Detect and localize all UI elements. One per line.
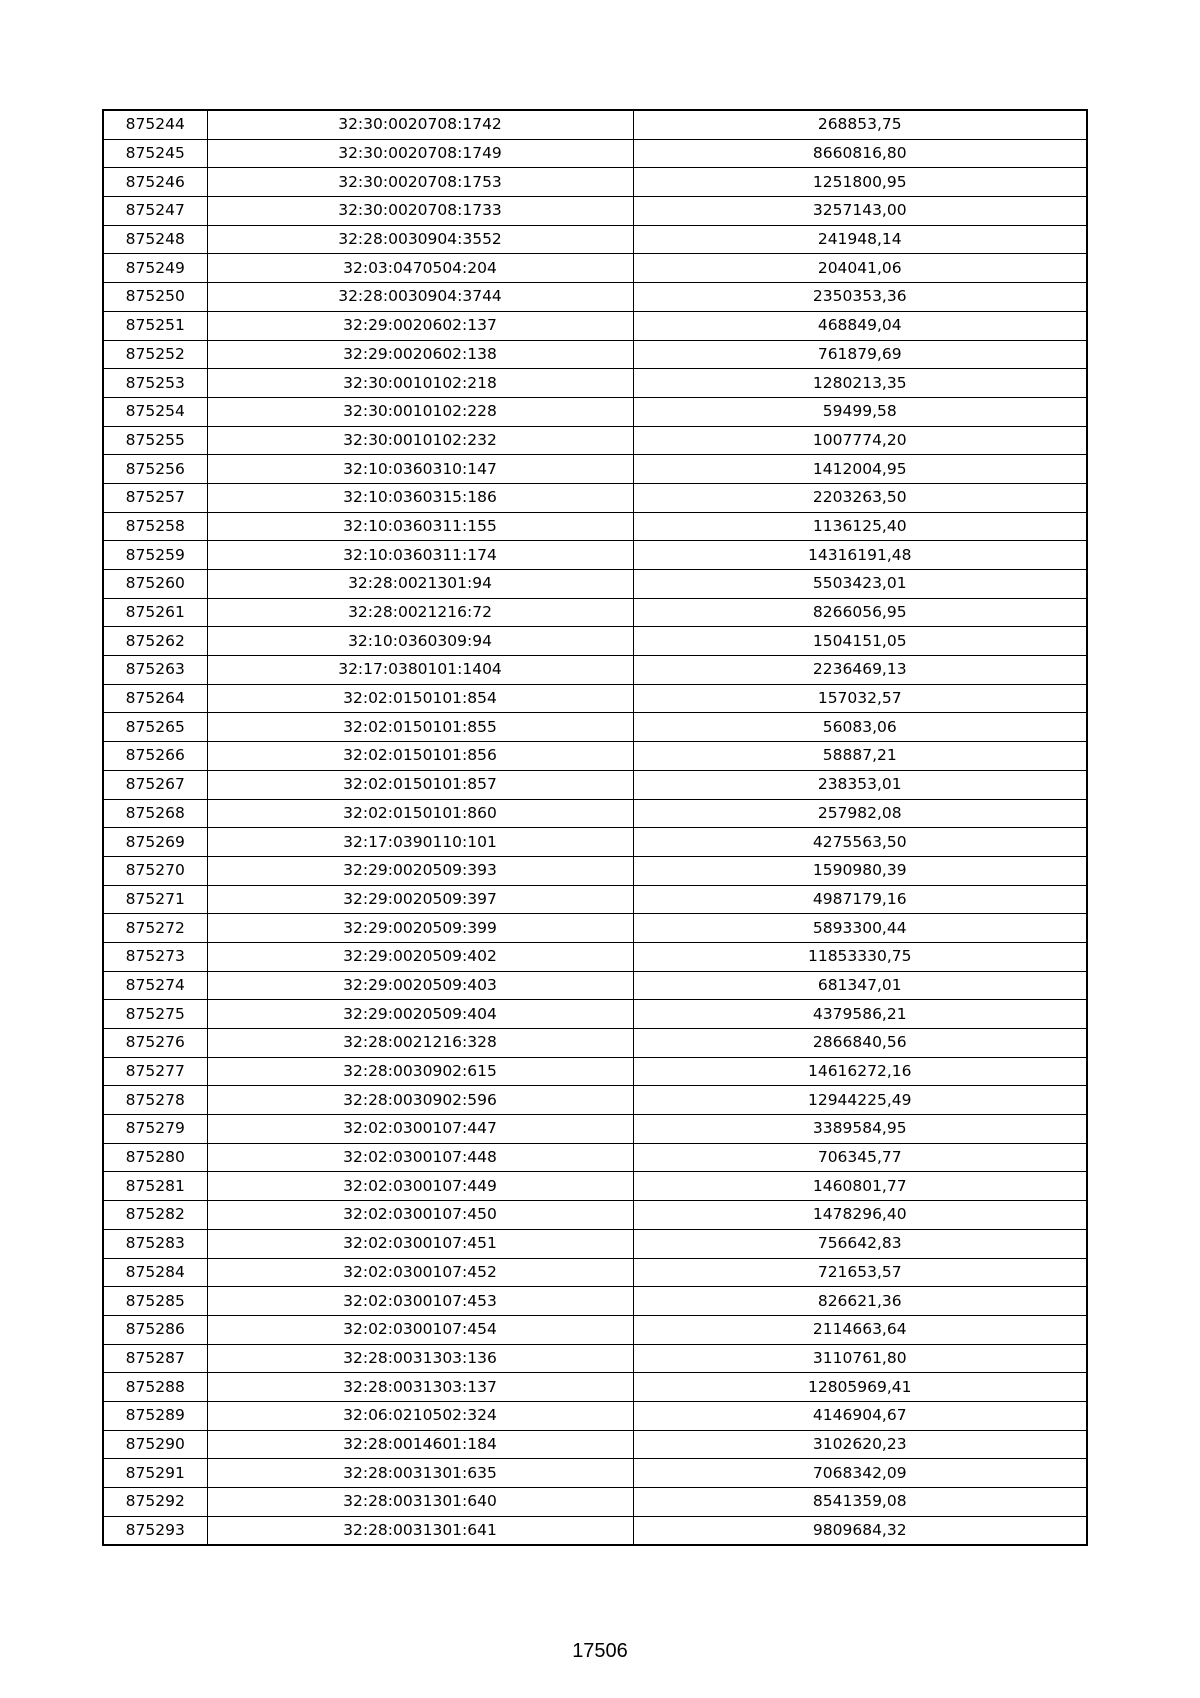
row-number-cell: 875266 [103, 742, 207, 771]
value-cell: 1460801,77 [633, 1172, 1087, 1201]
value-cell: 2866840,56 [633, 1029, 1087, 1058]
table-row [103, 225, 1087, 254]
cadastral-number-cell: 32:29:0020509:402 [207, 942, 633, 971]
row-number-cell: 875280 [103, 1143, 207, 1172]
row-number-cell: 875255 [103, 426, 207, 455]
table-row [103, 1488, 1087, 1517]
value-cell: 4987179,16 [633, 885, 1087, 914]
row-number-cell: 875276 [103, 1029, 207, 1058]
table-row [103, 110, 1087, 139]
table-row [103, 799, 1087, 828]
row-number-cell: 875258 [103, 512, 207, 541]
cadastral-number-cell: 32:29:0020509:404 [207, 1000, 633, 1029]
cadastral-number-cell: 32:28:0021301:94 [207, 570, 633, 599]
cadastral-number-cell: 32:10:0360315:186 [207, 483, 633, 512]
row-number-cell: 875265 [103, 713, 207, 742]
cadastral-number-cell: 32:02:0300107:450 [207, 1201, 633, 1230]
cadastral-number-cell: 32:03:0470504:204 [207, 254, 633, 283]
row-number-cell: 875260 [103, 570, 207, 599]
cadastral-number-cell: 32:02:0300107:453 [207, 1287, 633, 1316]
table-row [103, 885, 1087, 914]
cadastral-number-cell: 32:30:0020708:1733 [207, 197, 633, 226]
table-row [103, 1459, 1087, 1488]
value-cell: 241948,14 [633, 225, 1087, 254]
table-row [103, 139, 1087, 168]
row-number-cell: 875285 [103, 1287, 207, 1316]
cadastral-number-cell: 32:29:0020602:137 [207, 311, 633, 340]
cadastral-number-cell: 32:02:0300107:448 [207, 1143, 633, 1172]
table-row [103, 541, 1087, 570]
cadastral-number-cell: 32:29:0020509:393 [207, 856, 633, 885]
cadastral-number-cell: 32:10:0360309:94 [207, 627, 633, 656]
table-row [103, 828, 1087, 857]
row-number-cell: 875262 [103, 627, 207, 656]
table-row [103, 283, 1087, 312]
row-number-cell: 875293 [103, 1516, 207, 1545]
value-cell: 1412004,95 [633, 455, 1087, 484]
cadastral-number-cell: 32:29:0020509:403 [207, 971, 633, 1000]
value-cell: 58887,21 [633, 742, 1087, 771]
value-cell: 238353,01 [633, 770, 1087, 799]
table-row [103, 1029, 1087, 1058]
table-row [103, 1315, 1087, 1344]
value-cell: 11853330,75 [633, 942, 1087, 971]
cadastral-number-cell: 32:28:0021216:72 [207, 598, 633, 627]
row-number-cell: 875273 [103, 942, 207, 971]
table-row [103, 1172, 1087, 1201]
table-row [103, 369, 1087, 398]
table-row [103, 1143, 1087, 1172]
row-number-cell: 875261 [103, 598, 207, 627]
table-row [103, 1229, 1087, 1258]
row-number-cell: 875264 [103, 684, 207, 713]
table-row [103, 1258, 1087, 1287]
table-row [103, 1373, 1087, 1402]
value-cell: 2114663,64 [633, 1315, 1087, 1344]
value-cell: 2350353,36 [633, 283, 1087, 312]
row-number-cell: 875268 [103, 799, 207, 828]
cadastral-number-cell: 32:28:0030904:3552 [207, 225, 633, 254]
table-row [103, 1057, 1087, 1086]
row-number-cell: 875282 [103, 1201, 207, 1230]
row-number-cell: 875292 [103, 1488, 207, 1517]
value-cell: 5893300,44 [633, 914, 1087, 943]
row-number-cell: 875287 [103, 1344, 207, 1373]
value-cell: 1007774,20 [633, 426, 1087, 455]
cadastral-number-cell: 32:10:0360310:147 [207, 455, 633, 484]
cadastral-number-cell: 32:30:0010102:232 [207, 426, 633, 455]
row-number-cell: 875244 [103, 110, 207, 139]
row-number-cell: 875252 [103, 340, 207, 369]
value-cell: 268853,75 [633, 110, 1087, 139]
row-number-cell: 875291 [103, 1459, 207, 1488]
cadastral-number-cell: 32:29:0020509:397 [207, 885, 633, 914]
row-number-cell: 875259 [103, 541, 207, 570]
cadastral-number-cell: 32:02:0150101:857 [207, 770, 633, 799]
table-row [103, 684, 1087, 713]
table-row [103, 340, 1087, 369]
value-cell: 468849,04 [633, 311, 1087, 340]
cadastral-number-cell: 32:17:0380101:1404 [207, 656, 633, 685]
row-number-cell: 875245 [103, 139, 207, 168]
table-row [103, 397, 1087, 426]
cadastral-number-cell: 32:28:0030904:3744 [207, 283, 633, 312]
table-row [103, 512, 1087, 541]
value-cell: 681347,01 [633, 971, 1087, 1000]
table-row [103, 483, 1087, 512]
table-row [103, 971, 1087, 1000]
table-row [103, 627, 1087, 656]
row-number-cell: 875289 [103, 1401, 207, 1430]
cadastral-number-cell: 32:02:0150101:860 [207, 799, 633, 828]
value-cell: 2203263,50 [633, 483, 1087, 512]
value-cell: 8660816,80 [633, 139, 1087, 168]
table-row [103, 713, 1087, 742]
row-number-cell: 875271 [103, 885, 207, 914]
row-number-cell: 875281 [103, 1172, 207, 1201]
table-row [103, 455, 1087, 484]
table-row [103, 742, 1087, 771]
value-cell: 3257143,00 [633, 197, 1087, 226]
value-cell: 12805969,41 [633, 1373, 1087, 1402]
value-cell: 4379586,21 [633, 1000, 1087, 1029]
value-cell: 1251800,95 [633, 168, 1087, 197]
cadastral-number-cell: 32:02:0300107:447 [207, 1115, 633, 1144]
cadastral-number-cell: 32:28:0031303:136 [207, 1344, 633, 1373]
value-cell: 56083,06 [633, 713, 1087, 742]
data-table [102, 109, 1088, 1546]
value-cell: 756642,83 [633, 1229, 1087, 1258]
row-number-cell: 875247 [103, 197, 207, 226]
table-row [103, 1115, 1087, 1144]
row-number-cell: 875254 [103, 397, 207, 426]
cadastral-number-cell: 32:30:0010102:228 [207, 397, 633, 426]
value-cell: 8541359,08 [633, 1488, 1087, 1517]
value-cell: 4146904,67 [633, 1401, 1087, 1430]
row-number-cell: 875253 [103, 369, 207, 398]
cadastral-number-cell: 32:28:0031301:641 [207, 1516, 633, 1545]
row-number-cell: 875284 [103, 1258, 207, 1287]
row-number-cell: 875275 [103, 1000, 207, 1029]
cadastral-number-cell: 32:02:0300107:449 [207, 1172, 633, 1201]
row-number-cell: 875272 [103, 914, 207, 943]
value-cell: 3102620,23 [633, 1430, 1087, 1459]
value-cell: 14616272,16 [633, 1057, 1087, 1086]
table-row [103, 1401, 1087, 1430]
cadastral-number-cell: 32:02:0300107:452 [207, 1258, 633, 1287]
value-cell: 1590980,39 [633, 856, 1087, 885]
table-row [103, 1000, 1087, 1029]
value-cell: 14316191,48 [633, 541, 1087, 570]
cadastral-number-cell: 32:28:0031301:635 [207, 1459, 633, 1488]
cadastral-number-cell: 32:28:0021216:328 [207, 1029, 633, 1058]
cadastral-number-cell: 32:30:0020708:1742 [207, 110, 633, 139]
cadastral-number-cell: 32:30:0020708:1753 [207, 168, 633, 197]
row-number-cell: 875249 [103, 254, 207, 283]
table-row [103, 311, 1087, 340]
value-cell: 1504151,05 [633, 627, 1087, 656]
row-number-cell: 875251 [103, 311, 207, 340]
value-cell: 706345,77 [633, 1143, 1087, 1172]
table-row [103, 1344, 1087, 1373]
cadastral-number-cell: 32:28:0014601:184 [207, 1430, 633, 1459]
table-row [103, 1430, 1087, 1459]
value-cell: 257982,08 [633, 799, 1087, 828]
row-number-cell: 875278 [103, 1086, 207, 1115]
cadastral-number-cell: 32:28:0030902:596 [207, 1086, 633, 1115]
value-cell: 8266056,95 [633, 598, 1087, 627]
cadastral-number-cell: 32:02:0150101:854 [207, 684, 633, 713]
cadastral-number-cell: 32:10:0360311:155 [207, 512, 633, 541]
table-row [103, 197, 1087, 226]
cadastral-number-cell: 32:02:0150101:856 [207, 742, 633, 771]
cadastral-number-cell: 32:02:0300107:451 [207, 1229, 633, 1258]
table-row [103, 1086, 1087, 1115]
table-row [103, 914, 1087, 943]
cadastral-number-cell: 32:02:0150101:855 [207, 713, 633, 742]
table-row [103, 426, 1087, 455]
value-cell: 3389584,95 [633, 1115, 1087, 1144]
value-cell: 9809684,32 [633, 1516, 1087, 1545]
value-cell: 59499,58 [633, 397, 1087, 426]
value-cell: 1280213,35 [633, 369, 1087, 398]
value-cell: 761879,69 [633, 340, 1087, 369]
table-row [103, 942, 1087, 971]
row-number-cell: 875248 [103, 225, 207, 254]
row-number-cell: 875279 [103, 1115, 207, 1144]
table-row [103, 254, 1087, 283]
row-number-cell: 875286 [103, 1315, 207, 1344]
row-number-cell: 875250 [103, 283, 207, 312]
value-cell: 3110761,80 [633, 1344, 1087, 1373]
table-row [103, 598, 1087, 627]
cadastral-number-cell: 32:28:0031301:640 [207, 1488, 633, 1517]
cadastral-number-cell: 32:02:0300107:454 [207, 1315, 633, 1344]
value-cell: 1478296,40 [633, 1201, 1087, 1230]
table-row [103, 1201, 1087, 1230]
value-cell: 4275563,50 [633, 828, 1087, 857]
value-cell: 826621,36 [633, 1287, 1087, 1316]
table-row [103, 656, 1087, 685]
row-number-cell: 875246 [103, 168, 207, 197]
value-cell: 5503423,01 [633, 570, 1087, 599]
value-cell: 204041,06 [633, 254, 1087, 283]
cadastral-number-cell: 32:30:0020708:1749 [207, 139, 633, 168]
cadastral-number-cell: 32:28:0031303:137 [207, 1373, 633, 1402]
row-number-cell: 875277 [103, 1057, 207, 1086]
cadastral-number-cell: 32:06:0210502:324 [207, 1401, 633, 1430]
value-cell: 12944225,49 [633, 1086, 1087, 1115]
table-row [103, 856, 1087, 885]
cadastral-number-cell: 32:29:0020509:399 [207, 914, 633, 943]
table-row [103, 570, 1087, 599]
value-cell: 1136125,40 [633, 512, 1087, 541]
row-number-cell: 875283 [103, 1229, 207, 1258]
row-number-cell: 875290 [103, 1430, 207, 1459]
table-row [103, 770, 1087, 799]
row-number-cell: 875270 [103, 856, 207, 885]
row-number-cell: 875263 [103, 656, 207, 685]
row-number-cell: 875274 [103, 971, 207, 1000]
cadastral-number-cell: 32:30:0010102:218 [207, 369, 633, 398]
row-number-cell: 875269 [103, 828, 207, 857]
value-cell: 721653,57 [633, 1258, 1087, 1287]
cadastral-number-cell: 32:17:0390110:101 [207, 828, 633, 857]
table-body [103, 110, 1087, 1545]
row-number-cell: 875256 [103, 455, 207, 484]
value-cell: 157032,57 [633, 684, 1087, 713]
table-row [103, 1287, 1087, 1316]
cadastral-number-cell: 32:29:0020602:138 [207, 340, 633, 369]
table-row [103, 168, 1087, 197]
value-cell: 7068342,09 [633, 1459, 1087, 1488]
cadastral-number-cell: 32:28:0030902:615 [207, 1057, 633, 1086]
row-number-cell: 875257 [103, 483, 207, 512]
table-row [103, 1516, 1087, 1545]
cadastral-number-cell: 32:10:0360311:174 [207, 541, 633, 570]
row-number-cell: 875288 [103, 1373, 207, 1402]
row-number-cell: 875267 [103, 770, 207, 799]
page-number: 17506 [572, 1640, 628, 1662]
value-cell: 2236469,13 [633, 656, 1087, 685]
